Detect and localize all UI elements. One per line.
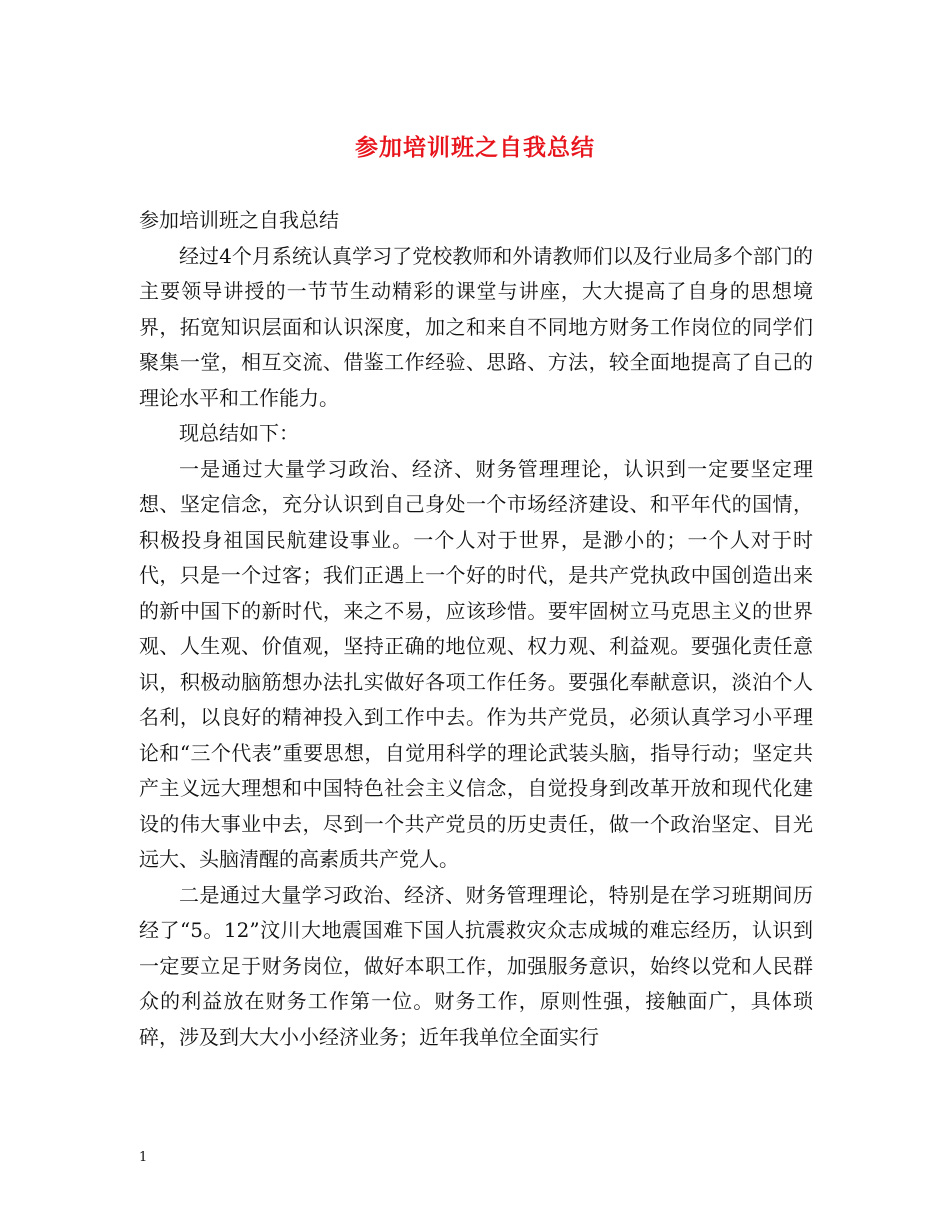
document-subtitle: 参加培训班之自我总结 [139, 208, 339, 232]
document-title: 参加培训班之自我总结 [355, 134, 595, 161]
paragraph-summary-lead: 现总结如下： [179, 421, 299, 445]
paragraph-point-two: 二是通过大量学习政治、经济、财务管理理论，特别是在学习班期间历经了“5。12”汶川大地震国难下国人抗震救灾众志成城的难忘经历，认识到一定要立足于财务岗位，做好本职工作，加强服务意识，始终以党和人民群众的利益放在财务工作第一位。财务工作，原则性强，接触面广，具体琐碎，涉及到大大小小经济业务；近年我单位全面实行 [139, 882, 813, 1049]
document-body [139, 203, 813, 1055]
page-number: 1 [139, 1150, 148, 1165]
paragraph-intro: 经过4个月系统认真学习了党校教师和外请教师们以及行业局多个部门的主要领导讲授的一节节生动精彩的课堂与讲座，大大提高了自身的思想境界，拓宽知识层面和认识深度，加之和来自不同地方财务工作岗位的同学们聚集一堂，相互交流、借鉴工作经验、思路、方法，较全面地提高了自己的理论水平和工作能力。 [139, 243, 813, 410]
paragraph-point-one: 一是通过大量学习政治、经济、财务管理理论，认识到一定要坚定理想、坚定信念，充分认识到自己身处一个市场经济建设、和平年代的国情，积极投身祖国民航建设事业。一个人对于世界，是渺小的；一个人对于时代，只是一个过客；我们正遇上一个好的时代，是共产党执政中国创造出来的新中国下的新时代，来之不易，应该珍惜。要牢固树立马克思主义的世界观、人生观、价值观，坚持正确的地位观、权力观、利益观。要强化责任意识，积极动脑筋想办法扎实做好各项工作任务。要强化奉献意识，淡泊个人名利，以良好的精神投入到工作中去。作为共产党员，必须认真学习小平理论和“三个代表”重要思想，自觉用科学的理论武装头脑，指导行动；坚定共产主义远大理想和中国特色社会主义信念，自觉投身到改革开放和现代化建设的伟大事业中去，尽到一个共产党员的历史责任，做一个政治坚定、目光远大、头脑清醒的高素质共产党人。 [139, 456, 813, 871]
